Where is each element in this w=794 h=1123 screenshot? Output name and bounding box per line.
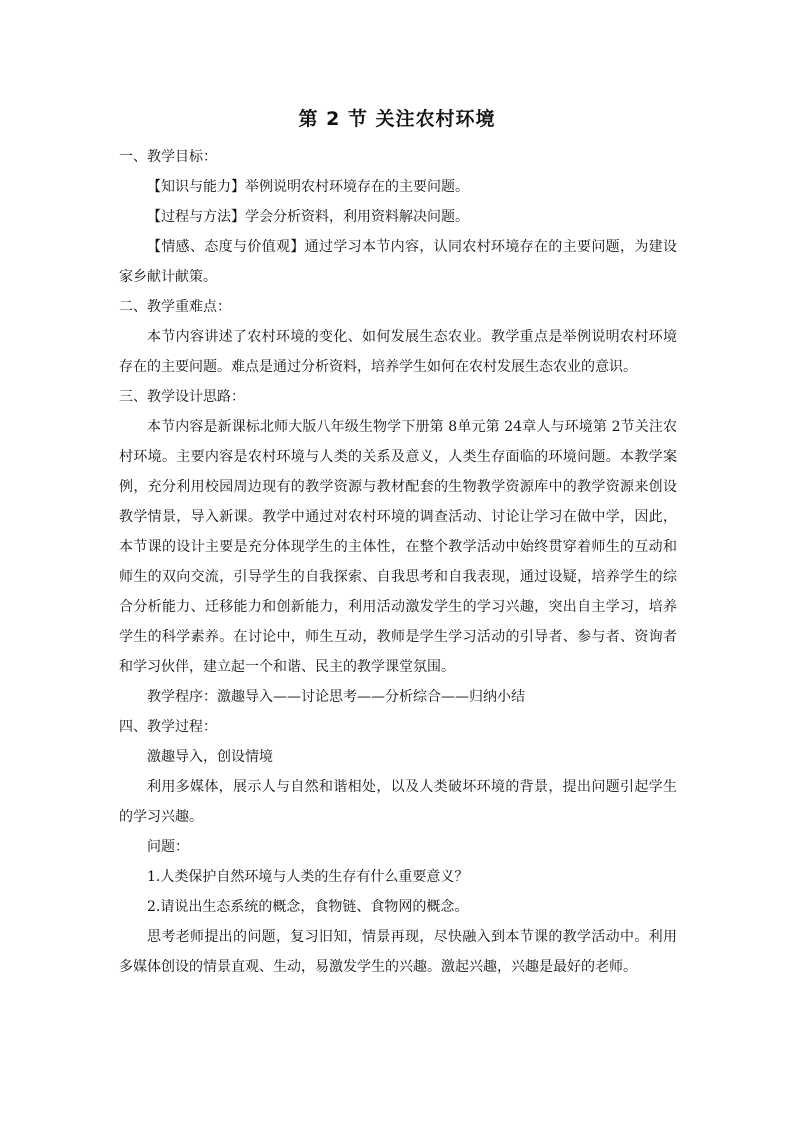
section-heading-objectives: 一、教学目标： bbox=[119, 149, 217, 165]
section-heading-key-points: 二、教学重难点： bbox=[119, 299, 231, 315]
objective-knowledge: 【知识与能力】举例说明农村环境存在的主要问题。 bbox=[147, 179, 469, 195]
question-label: 问题： bbox=[147, 839, 189, 855]
key-points-paragraph: 本节内容讲述了农村环境的变化、如何发展生态农业。教学重点是举例说明农村环境存在的主要问题。难点是通过分析资料，培养学生如何在农村发展生态农业的意识。 bbox=[119, 329, 677, 375]
intro-paragraph: 利用多媒体，展示人与自然和谐相处，以及人类破坏环境的背景，提出问题引起学生的学习兴趣。 bbox=[119, 779, 677, 825]
objective-emotion: 【情感、态度与价值观】通过学习本节内容，认同农村环境存在的主要问题，为建设家乡献计献策。 bbox=[119, 239, 677, 285]
summary-paragraph: 思考老师提出的问题，复习旧知，情景再现，尽快融入到本节课的教学活动中。利用多媒体创设的情景直观、生动，易激发学生的兴趣。激起兴趣，兴趣是最好的老师。 bbox=[119, 929, 677, 975]
page-title: 第 2 节 关注农村环境 bbox=[298, 108, 496, 130]
document-body bbox=[119, 142, 677, 982]
objective-method: 【过程与方法】学会分析资料，利用资料解决问题。 bbox=[147, 209, 469, 225]
teaching-procedure: 教学程序：激趣导入——讨论思考——分析综合——归纳小结 bbox=[147, 689, 525, 705]
design-paragraph: 本节内容是新课标北师大版八年级生物学下册第 8单元第 24章人与环境第 2节关注农村环境。主要内容是农村环境与人类的关系及意义，人类生存面临的环境问题。本教学案例，充分利用校园周边现有的教学资源与教材配套的生物教学资源库中的教学资源来创设教学情景，导入新课。教学中通过对农村环境的调查活动、讨论让学习在做中学，因此，本节课的设计主要是充分体现学生的主体性，在整个教学活动中始终贯穿着师生的互动和师生的双向交流，引导学生的自我探索、自我思考和自我表现，通过设疑，培养学生的综合分析能力、迁移能力和创新能力，利用活动激发学生的学习兴趣，突出自主学习，培养学生的科学素养。在讨论中，师生互动，教师是学生学习活动的引导者、参与者、资询者和学习伙伴，建立起一个和谐、民主的教学课堂氛围。 bbox=[119, 419, 677, 675]
question-item-2: 2.请说出生态系统的概念，食物链、食物网的概念。 bbox=[147, 899, 469, 915]
section-heading-design: 三、教学设计思路： bbox=[119, 389, 245, 405]
intro-title: 激趣导入，创设情境 bbox=[147, 749, 273, 765]
question-item-1: 1.人类保护自然环境与人类的生存有什么重要意义？ bbox=[147, 869, 469, 885]
section-heading-process: 四、教学过程： bbox=[119, 719, 217, 735]
